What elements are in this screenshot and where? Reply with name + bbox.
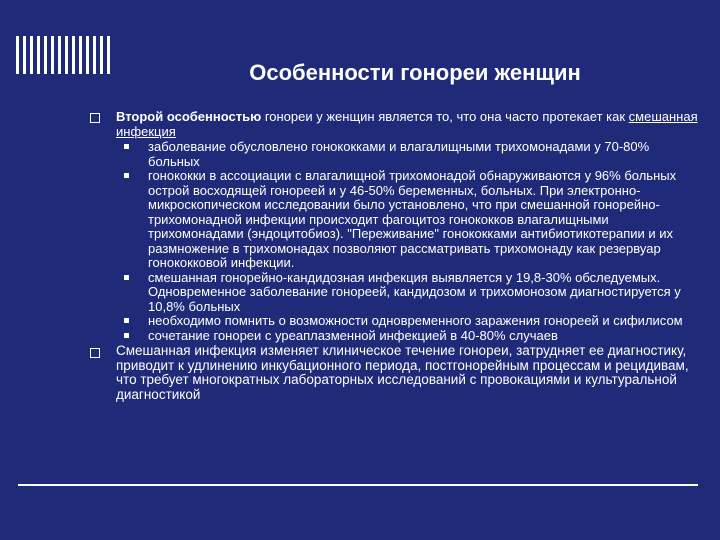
bottom-divider bbox=[18, 484, 698, 486]
filled-square-bullet-icon bbox=[124, 173, 129, 178]
filled-square-bullet-icon bbox=[124, 275, 129, 280]
sub-bullet-item: необходимо помнить о возможности одновременного заражения гонореей и сифилисом bbox=[122, 314, 700, 329]
slide-title: Особенности гонореи женщин bbox=[249, 60, 581, 85]
slide-content bbox=[90, 110, 700, 402]
filled-square-bullet-icon bbox=[124, 318, 129, 323]
mixed-infection-link: смешанная инфекция bbox=[116, 109, 698, 139]
sub-bullet-list bbox=[122, 140, 700, 343]
intro-bold-text: Второй особенностью bbox=[116, 109, 262, 124]
sub-bullet-item: смешанная гонорейно-кандидозная инфекция выявляется у 19,8-30% обследуемых. Одновременное заболевание гонореей, кандидозом и трихомонозом диагностируется у 10,8% больных bbox=[122, 271, 700, 315]
sub-bullet-item: сочетание гонореи с уреаплазменной инфекцией в 40-80% случаев bbox=[122, 329, 700, 344]
filled-square-bullet-icon bbox=[124, 144, 129, 149]
intro-text: гонореи у женщин является то, что она часто протекает как bbox=[261, 109, 629, 124]
square-bullet-icon bbox=[90, 113, 100, 123]
bullet-item-first bbox=[90, 110, 700, 139]
bullet-item-second: Смешанная инфекция изменяет клиническое течение гонореи, затрудняет ее диагностику, приводит к удлинению инкубационного периода, постгонорейным процессам и рецидивам, что требует многократных лабораторных исследований с провокациями и культуральной диагностикой bbox=[90, 344, 700, 402]
sub-bullet-item: заболевание обусловлено гонококками и влагалищными трихомонадами у 70-80% больных bbox=[122, 140, 700, 169]
filled-square-bullet-icon bbox=[124, 333, 129, 338]
square-bullet-icon bbox=[90, 348, 100, 358]
sub-bullet-item: гонококки в ассоциации с влагалищной трихомонадой обнаруживаются у 96% больных острой восходящей гонореей и у 46-50% беременных, больных. При электронно-микроскопическом исследовании было установлено, что при смешанной гонорейно-трихомонадной инфекции происходит фагоцитоз гонококков влагалищными трихомонадами (эндоцитобиоз). "Переживание" гонококками антибиотикотерапии и их размножение в трихомонадах позволяют рассматривать трихомонаду как резервуар гонококковой инфекции. bbox=[122, 169, 700, 271]
